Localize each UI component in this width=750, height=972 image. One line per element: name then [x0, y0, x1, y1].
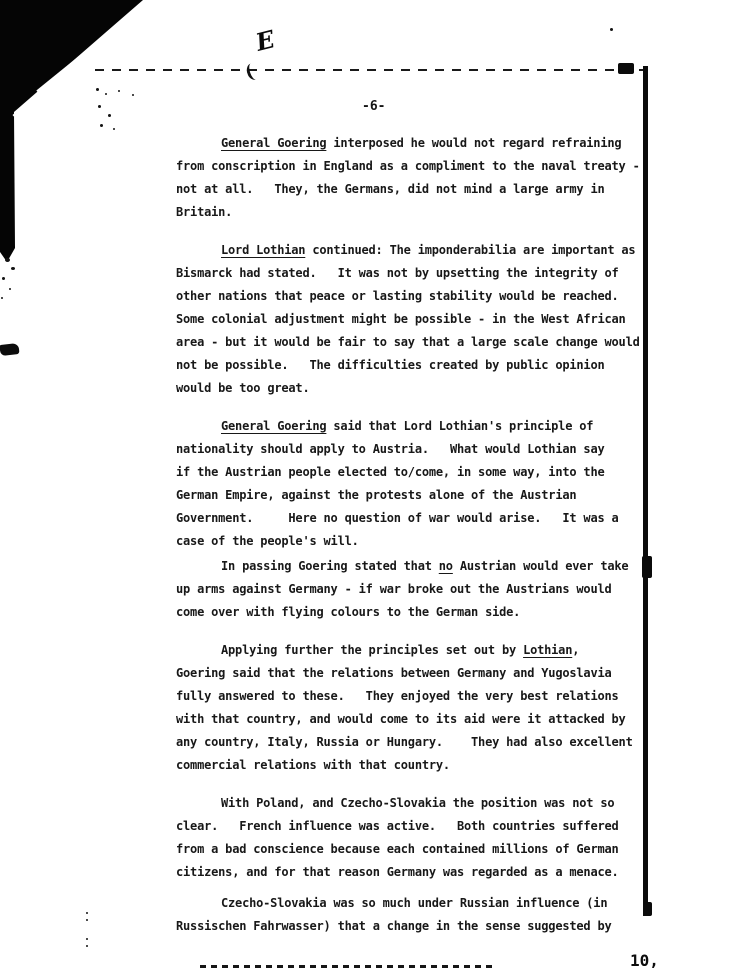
document-body: [176, 132, 681, 938]
underlined-text: General Goering: [221, 419, 327, 433]
text-line: [176, 838, 681, 861]
text-segment: Goering said that the relations between Germany and Yugoslavia: [176, 666, 612, 680]
text-segment: Bismarck had stated. It was not by upsetting the integrity of: [176, 266, 619, 280]
text-segment: ,: [572, 643, 580, 657]
ink-speck: [1, 297, 3, 299]
ink-speck: [86, 919, 88, 921]
text-segment: Austrian would ever take: [452, 559, 629, 573]
text-line: [176, 792, 681, 815]
paragraph: [176, 415, 681, 553]
paragraph: [176, 132, 681, 224]
text-segment: with that country, and would come to its aid were it attacked by: [176, 712, 626, 726]
ink-speck: [5, 258, 10, 262]
text-line: [176, 285, 681, 308]
text-line: [176, 662, 681, 685]
ink-speck: [108, 114, 111, 117]
paragraph: [176, 792, 681, 884]
text-segment: up arms against Germany - if war broke out the Austrians would: [176, 582, 612, 596]
text-segment: other nations that peace or lasting stability would be reached.: [176, 289, 619, 303]
text-segment: interposed he would not regard refraining: [326, 136, 622, 150]
text-line: [176, 308, 681, 331]
text-segment: area - but it would be fair to say that a large scale change would: [176, 335, 640, 349]
ink-speck: [86, 938, 88, 940]
text-line: [176, 815, 681, 838]
text-line: [176, 578, 681, 601]
ink-speck: [105, 93, 107, 95]
bottom-dashed-edge-line: [200, 965, 496, 968]
text-line: [176, 530, 681, 553]
text-segment: case of the people's will.: [176, 534, 359, 548]
text-segment: Britain.: [176, 205, 233, 219]
paragraph: [176, 639, 681, 777]
ink-speck: [118, 90, 120, 92]
text-line: [176, 354, 681, 377]
text-line: [176, 507, 681, 530]
ink-speck: [100, 124, 103, 127]
text-line: [176, 155, 681, 178]
text-segment: German Empire, against the protests alone of the Austrian: [176, 488, 577, 502]
text-segment: from conscription in England as a compliment to the naval treaty -: [176, 159, 640, 173]
text-line: [176, 377, 681, 400]
text-segment: Russischen Fahrwasser) that a change in the sense suggested by: [176, 919, 612, 933]
text-line: [176, 892, 681, 915]
ink-speck: [2, 277, 5, 280]
text-line: [176, 262, 681, 285]
right-rule-top-blob: [618, 63, 634, 74]
top-edge-hook-mark: [245, 61, 263, 81]
text-line: [176, 861, 681, 884]
text-segment: fully answered to these. They enjoyed the very best relations: [176, 689, 619, 703]
torn-corner-artifact: [0, 0, 145, 265]
text-segment: not at all. They, the Germans, did not mind a large army in: [176, 182, 605, 196]
ink-speck: [132, 94, 134, 96]
text-segment: if the Austrian people elected to/come, in some way, into the: [176, 465, 605, 479]
page-number: -6-: [362, 99, 386, 114]
text-line: [176, 461, 681, 484]
text-segment: commercial relations with that country.: [176, 758, 450, 772]
text-line: [176, 239, 681, 262]
text-line: [176, 415, 681, 438]
paragraph: [176, 892, 681, 938]
text-segment: Czecho-Slovakia was so much under Russian influence (in: [221, 896, 608, 910]
handwritten-mark: E: [252, 24, 278, 57]
text-line: [176, 685, 681, 708]
text-line: [176, 754, 681, 777]
text-segment: continued: The imponderabilia are important as: [305, 243, 636, 257]
corner-stamp: 10,: [630, 951, 659, 970]
text-line: [176, 484, 681, 507]
text-segment: would be too great.: [176, 381, 310, 395]
ink-speck: [86, 945, 88, 947]
underlined-text: Lothian: [523, 643, 573, 657]
text-line: [176, 178, 681, 201]
paragraph: [176, 555, 681, 624]
ink-speck: [96, 88, 99, 91]
top-dashed-edge-line: [95, 69, 643, 71]
text-line: [176, 915, 681, 938]
text-line: [176, 438, 681, 461]
underlined-text: no: [438, 559, 453, 573]
text-segment: Some colonial adjustment might be possible - in the West African: [176, 312, 626, 326]
underlined-text: General Goering: [221, 136, 327, 150]
ink-speck: [113, 128, 115, 130]
text-line: [176, 331, 681, 354]
ink-speck: [86, 912, 88, 914]
text-segment: not be possible. The difficulties created by public opinion: [176, 358, 605, 372]
text-segment: With Poland, and Czecho-Slovakia the position was not so: [221, 796, 615, 810]
text-line: [176, 601, 681, 624]
left-edge-smudge: [0, 343, 20, 356]
ink-speck: [98, 105, 101, 108]
text-segment: In passing Goering stated that: [221, 559, 439, 573]
ink-speck: [11, 267, 15, 270]
text-segment: Applying further the principles set out by: [221, 643, 524, 657]
text-line: [176, 731, 681, 754]
text-segment: said that Lord Lothian's principle of: [326, 419, 594, 433]
text-line: [176, 132, 681, 155]
ink-speck: [9, 288, 11, 290]
text-line: [176, 201, 681, 224]
text-segment: citizens, and for that reason Germany was regarded as a menace.: [176, 865, 619, 879]
text-line: [176, 708, 681, 731]
paragraph: [176, 239, 681, 400]
text-line: [176, 555, 681, 578]
text-segment: clear. French influence was active. Both countries suffered: [176, 819, 619, 833]
text-segment: come over with flying colours to the German side.: [176, 605, 521, 619]
text-segment: from a bad conscience because each contained millions of German: [176, 842, 619, 856]
underlined-text: Lord Lothian: [221, 243, 306, 257]
text-segment: any country, Italy, Russia or Hungary. They had also excellent: [176, 735, 633, 749]
text-segment: nationality should apply to Austria. What would Lothian say: [176, 442, 605, 456]
text-line: [176, 639, 681, 662]
text-segment: Government. Here no question of war would arise. It was a: [176, 511, 619, 525]
ink-speck: [610, 28, 613, 31]
